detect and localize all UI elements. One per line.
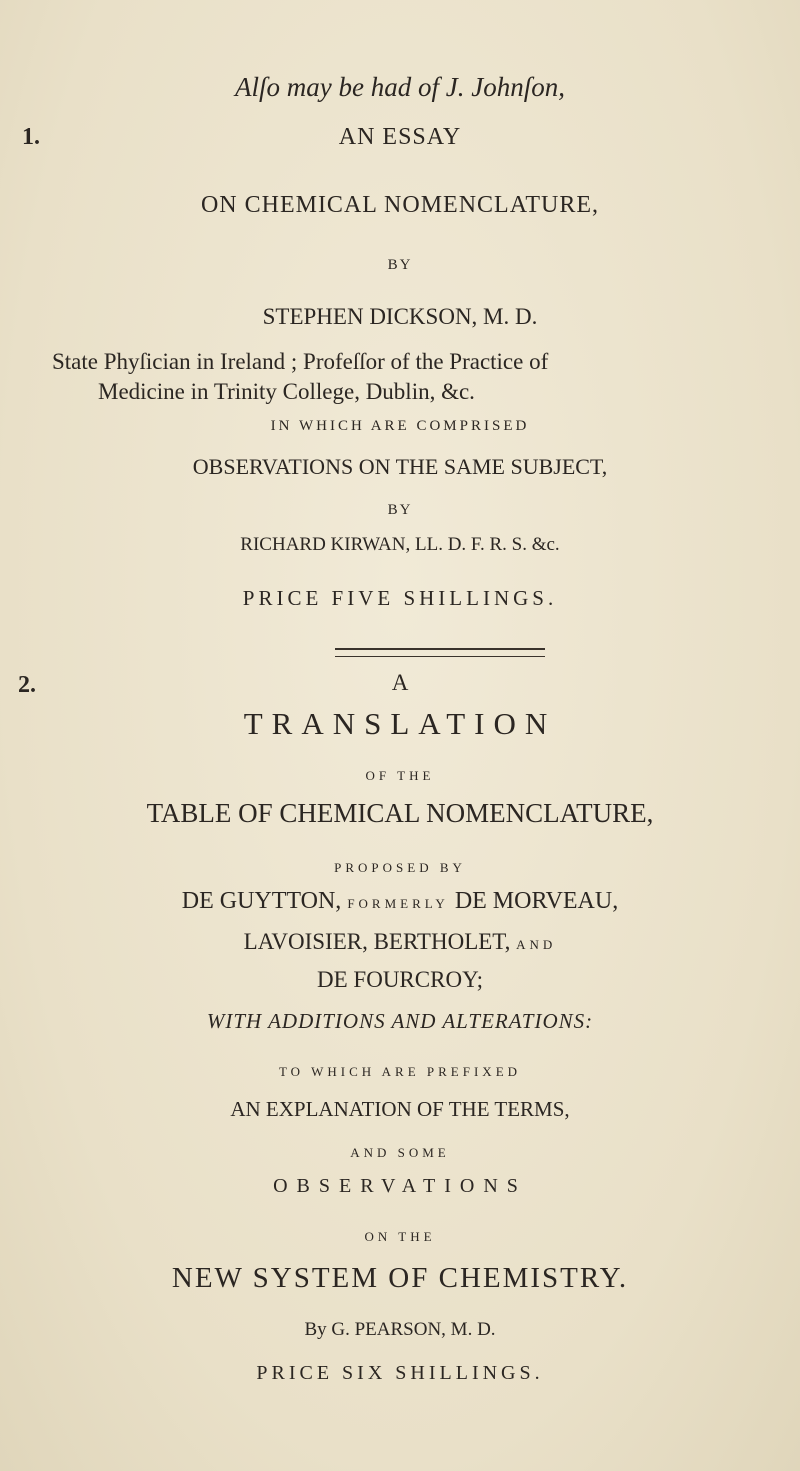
observations-by: BY [387,502,413,518]
pearson-author: By G. PEARSON, M. D. [304,1319,496,1340]
price-six-shillings: PRICE SIX SHILLINGS. [256,1362,544,1384]
table-title: TABLE OF CHEMICAL NOMENCLATURE, [146,798,654,828]
essay-title-line1: AN ESSAY [338,124,462,150]
author-guytton: DE GUYTTON, [181,888,342,914]
explanation-line: AN EXPLANATION OF THE TERMS, [230,1097,570,1121]
translation-a: A [391,670,409,695]
credentials-line-1: State Phyſician in Ireland ; Profeſſor of the Practice of [52,349,549,374]
authors-line-3: DE FOURCROY; [317,967,483,992]
formerly-word: FORMERLY [347,896,449,911]
credentials-line-2: Medicine in Trinity College, Dublin, &c. [98,379,475,404]
prefixed-line: TO WHICH ARE PREFIXED [278,1064,522,1079]
translation-heading: TRANSLATION [243,706,557,741]
new-system-line: NEW SYSTEM OF CHEMISTRY. [171,1262,629,1294]
header-line: Alſo may be had of J. Johnſon, [235,72,565,102]
essay-credentials [52,347,772,407]
price-five-shillings: PRICE FIVE SHILLINGS. [242,586,558,610]
essay-author: STEPHEN DICKSON, M. D. [262,304,538,329]
essay-title-line2: ON CHEMICAL NOMENCLATURE, [200,192,600,218]
authors-line-2 [0,929,800,955]
comprised-line: IN WHICH ARE COMPRISED [270,418,530,434]
authors-lavoisier-bertholet: LAVOISIER, BERTHOLET, [243,929,511,954]
second-author: RICHARD KIRWAN, LL. D. F. R. S. &c. [240,534,560,555]
authors-line-1 [0,888,800,915]
of-the-line: OF THE [365,768,435,783]
item-number-1: 1. [22,124,40,150]
section-divider [335,648,545,657]
proposed-by: PROPOSED BY [334,860,466,875]
observations-line: OBSERVATIONS ON THE SAME SUBJECT, [192,454,608,479]
essay-by: BY [387,257,413,273]
item-number-2: 2. [18,672,36,698]
and-some-line: AND SOME [350,1145,450,1160]
observations-heading: OBSERVATIONS [273,1175,527,1197]
and-word: AND [516,937,557,952]
on-the-line: ON THE [364,1229,436,1244]
author-morveau: DE MORVEAU, [454,888,619,914]
additions-line: WITH ADDITIONS AND ALTERATIONS: [206,1009,594,1033]
